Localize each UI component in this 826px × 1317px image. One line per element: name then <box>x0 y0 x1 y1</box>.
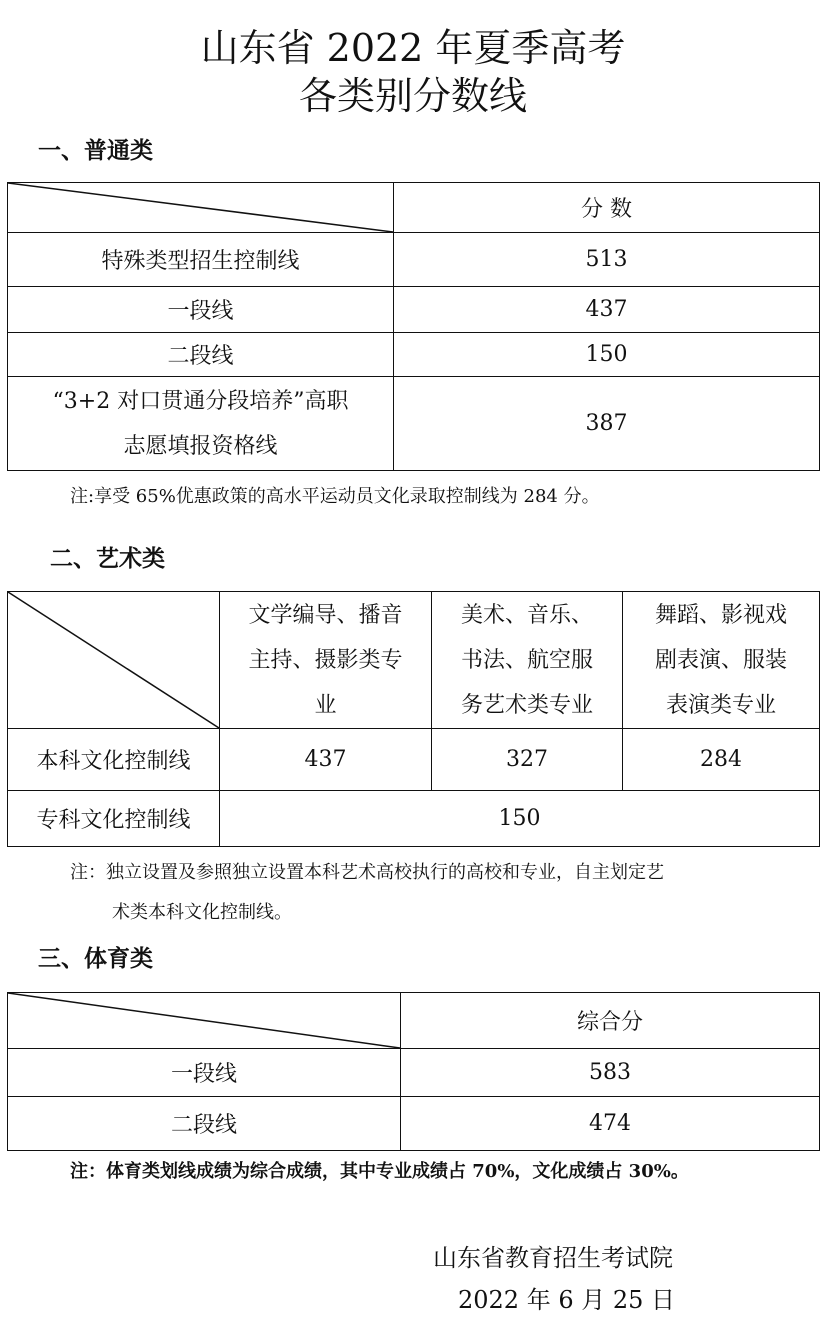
section2-row1-value: 284 <box>623 729 820 791</box>
header-line: 舞蹈、影视戏 <box>654 602 787 628</box>
section3-heading: 三、体育类 <box>38 946 153 972</box>
section2-row1-value: 327 <box>432 729 623 791</box>
header-line: 书法、航空服 <box>460 647 593 673</box>
header-line: 务艺术类专业 <box>460 692 593 718</box>
header-line: 业 <box>314 692 337 718</box>
section3-note: 注：体育类划线成绩为综合成绩，其中专业成绩占 70%，文化成绩占 30%。 <box>70 1161 689 1182</box>
section1-row4-label <box>8 377 394 471</box>
section1-row-value: 150 <box>394 333 820 377</box>
header-line: 主持、摄影类专 <box>248 647 403 673</box>
section2-row2-value: 150 <box>220 791 820 847</box>
section2-row1-label: 本科文化控制线 <box>8 729 220 791</box>
page-title-line1: 山东省 2022 年夏季高考 <box>200 26 626 70</box>
section2-header-fine-arts <box>432 592 623 729</box>
section1-row-value: 513 <box>394 233 820 287</box>
section3-row-label: 一段线 <box>8 1049 401 1097</box>
section1-row4-label-line1: “3+2 对口贯通分段培养”高职 <box>52 388 349 414</box>
section1-heading: 一、普通类 <box>38 138 153 164</box>
section2-header-literature <box>220 592 432 729</box>
section1-row-label: 特殊类型招生控制线 <box>8 233 394 287</box>
header-line: 文学编导、播音 <box>248 602 403 628</box>
section1-diagonal-header <box>8 183 394 233</box>
header-line: 表演类专业 <box>665 692 776 718</box>
section3-row-label: 二段线 <box>8 1097 401 1151</box>
section2-table <box>7 591 820 847</box>
section1-row-label: 二段线 <box>8 333 394 377</box>
section2-row2-label: 专科文化控制线 <box>8 791 220 847</box>
section1-table <box>7 182 820 471</box>
section3-table <box>7 992 820 1151</box>
section1-row-value: 387 <box>394 377 820 471</box>
section2-note-line1: 注：独立设置及参照独立设置本科艺术高校执行的高校和专业，自主划定艺 <box>70 862 664 883</box>
section2-heading: 二、艺术类 <box>50 546 165 572</box>
section1-row-label: 一段线 <box>8 287 394 333</box>
section3-row-value: 474 <box>401 1097 820 1151</box>
section3-score-header: 综合分 <box>401 993 820 1049</box>
footer-date: 2022 年 6 月 25 日 <box>458 1286 676 1314</box>
section2-diagonal-header <box>8 592 220 729</box>
section1-row4-label-line2: 志愿填报资格线 <box>123 433 278 459</box>
section1-score-header: 分 数 <box>394 183 820 233</box>
section3-row-value: 583 <box>401 1049 820 1097</box>
page-title-line2: 各类别分数线 <box>298 74 527 118</box>
section2-note-line2: 术类本科文化控制线。 <box>112 902 292 923</box>
header-line: 剧表演、服装 <box>654 647 787 673</box>
section2-row1-value: 437 <box>220 729 432 791</box>
section1-row-value: 437 <box>394 287 820 333</box>
section3-diagonal-header <box>8 993 401 1049</box>
footer-org: 山东省教育招生考试院 <box>433 1244 673 1272</box>
section2-header-dance <box>623 592 820 729</box>
header-line: 美术、音乐、 <box>460 602 593 628</box>
section1-note: 注:享受 65%优惠政策的高水平运动员文化录取控制线为 284 分。 <box>70 486 600 507</box>
